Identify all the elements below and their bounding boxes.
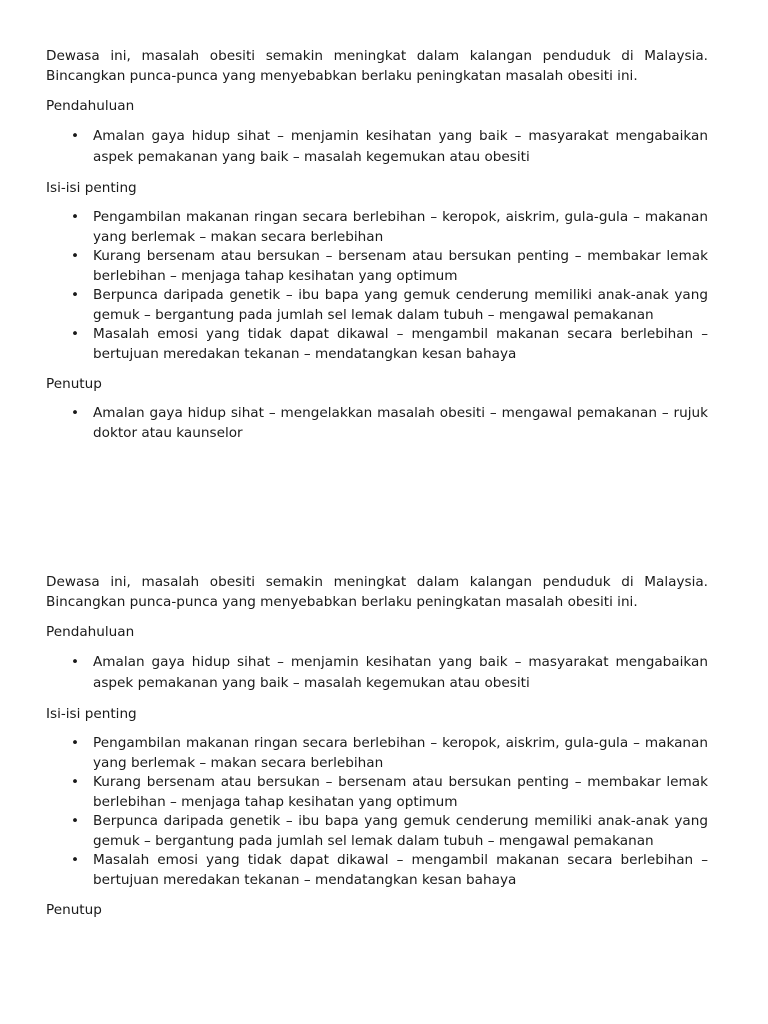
list-item: • Masalah emosi yang tidak dapat dikawal – mengambil makanan secara berlebihan – bertujuan meredakan tekanan – mendatangkan kesan bahaya bbox=[71, 852, 708, 888]
heading-isi-penting: Isi-isi penting bbox=[46, 180, 137, 196]
bullet-icon: • bbox=[71, 287, 80, 303]
bullet-icon: • bbox=[71, 735, 80, 751]
essay-question: Dewasa ini, masalah obesiti semakin meningkat dalam kalangan penduduk di Malaysia. Bincangkan punca-punca yang menyebabkan berlaku peningkatan masalah obesiti ini. bbox=[46, 574, 708, 610]
isi-penting-list bbox=[46, 208, 708, 364]
essay-outline-1 bbox=[46, 46, 708, 443]
list-item: • Amalan gaya hidup sihat – menjamin kesihatan yang baik – masyarakat mengabaikan aspek pemakanan yang baik – masalah kegemukan atau obesiti bbox=[71, 654, 708, 691]
list-item: • Pengambilan makanan ringan secara berlebihan – keropok, aiskrim, gula-gula – makanan yang berlemak – makan secara berlebihan bbox=[71, 735, 708, 771]
list-item: • Masalah emosi yang tidak dapat dikawal – mengambil makanan secara berlebihan – bertujuan meredakan tekanan – mendatangkan kesan bahaya bbox=[71, 326, 708, 362]
list-item: • Kurang bersenam atau bersukan – bersenam atau bersukan penting – membakar lemak berlebihan – menjaga tahap kesihatan yang optimum bbox=[71, 774, 708, 810]
heading-isi-penting: Isi-isi penting bbox=[46, 706, 137, 722]
pendahuluan-list bbox=[46, 126, 708, 168]
bullet-icon: • bbox=[71, 774, 80, 790]
bullet-icon: • bbox=[71, 852, 80, 868]
essay-question: Dewasa ini, masalah obesiti semakin meningkat dalam kalangan penduduk di Malaysia. Bincangkan punca-punca yang menyebabkan berlaku peningkatan masalah obesiti ini. bbox=[46, 48, 708, 84]
bullet-icon: • bbox=[71, 128, 80, 144]
bullet-icon: • bbox=[71, 326, 80, 342]
bullet-icon: • bbox=[71, 654, 80, 670]
bullet-icon: • bbox=[71, 813, 80, 829]
isi-penting-list bbox=[46, 734, 708, 890]
penutup-list bbox=[46, 404, 708, 443]
pendahuluan-list bbox=[46, 652, 708, 694]
list-item: • Amalan gaya hidup sihat – menjamin kesihatan yang baik – masyarakat mengabaikan aspek pemakanan yang baik – masalah kegemukan atau obesiti bbox=[71, 128, 708, 165]
list-item: • Berpunca daripada genetik – ibu bapa yang gemuk cenderung memiliki anak-anak yang gemuk – bergantung pada jumlah sel lemak dalam tubuh – mengawal pemakanan bbox=[71, 813, 708, 849]
list-item: • Berpunca daripada genetik – ibu bapa yang gemuk cenderung memiliki anak-anak yang gemuk – bergantung pada jumlah sel lemak dalam tubuh – mengawal pemakanan bbox=[71, 287, 708, 323]
heading-penutup: Penutup bbox=[46, 376, 102, 392]
bullet-icon: • bbox=[71, 248, 80, 264]
heading-penutup: Penutup bbox=[46, 902, 102, 918]
heading-pendahuluan: Pendahuluan bbox=[46, 624, 135, 640]
list-item: • Amalan gaya hidup sihat – mengelakkan masalah obesiti – mengawal pemakanan – rujuk doktor atau kaunselor bbox=[71, 405, 708, 441]
bullet-icon: • bbox=[71, 405, 80, 421]
heading-pendahuluan: Pendahuluan bbox=[46, 98, 135, 114]
bullet-icon: • bbox=[71, 209, 80, 225]
essay-outline-2 bbox=[46, 572, 708, 920]
list-item: • Pengambilan makanan ringan secara berlebihan – keropok, aiskrim, gula-gula – makanan yang berlemak – makan secara berlebihan bbox=[71, 209, 708, 245]
list-item: • Kurang bersenam atau bersukan – bersenam atau bersukan penting – membakar lemak berlebihan – menjaga tahap kesihatan yang optimum bbox=[71, 248, 708, 284]
